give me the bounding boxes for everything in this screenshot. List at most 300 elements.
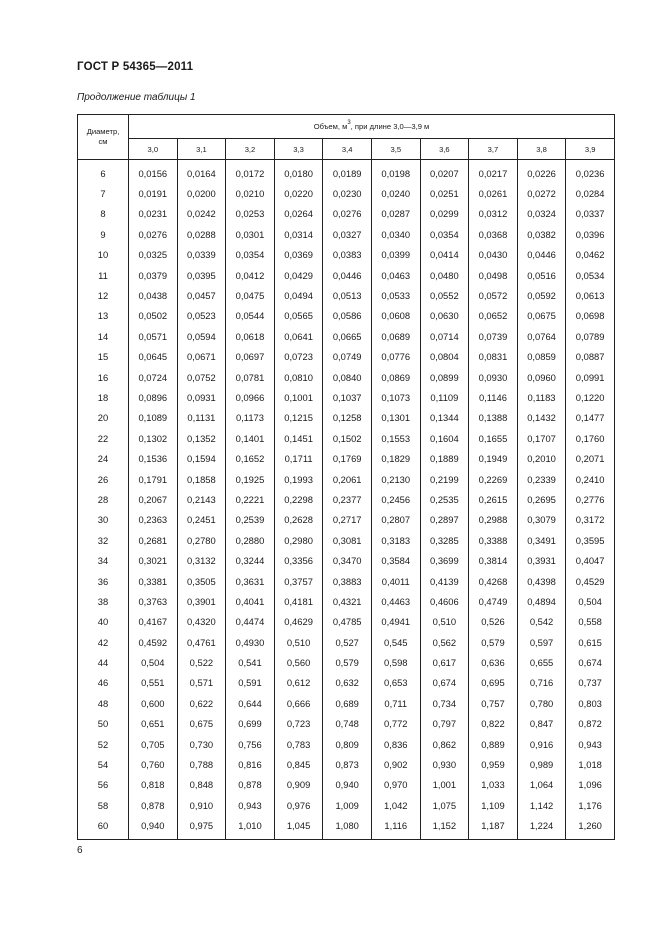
volume-cell: 0,780	[517, 693, 566, 713]
volume-cell: 0,666	[274, 693, 323, 713]
diameter-cell: 6	[78, 160, 129, 184]
volume-cell: 0,0301	[226, 224, 275, 244]
volume-cell: 0,4463	[371, 591, 420, 611]
volume-cell: 0,0242	[177, 204, 226, 224]
volume-cell: 0,3172	[566, 510, 615, 530]
volume-cell: 0,2269	[469, 469, 518, 489]
volume-cell: 0,737	[566, 673, 615, 693]
volume-cell: 0,3631	[226, 571, 275, 591]
volume-cell: 0,0284	[566, 183, 615, 203]
volume-cell: 0,1432	[517, 408, 566, 428]
volume-cell: 0,0210	[226, 183, 275, 203]
volume-cell: 0,0689	[371, 326, 420, 346]
volume-cell: 0,571	[177, 673, 226, 693]
volume-cell: 0,0475	[226, 285, 275, 305]
volume-cell: 0,695	[469, 673, 518, 693]
volume-cell: 0,0287	[371, 204, 420, 224]
volume-cell: 0,3021	[129, 550, 178, 570]
volume-cell: 0,818	[129, 775, 178, 795]
volume-cell: 0,1925	[226, 469, 275, 489]
volume-cell: 0,644	[226, 693, 275, 713]
volume-cell: 0,975	[177, 816, 226, 840]
volume-cell: 0,522	[177, 652, 226, 672]
volume-cell: 0,772	[371, 714, 420, 734]
diameter-cell: 9	[78, 224, 129, 244]
volume-cell: 1,075	[420, 795, 469, 815]
volume-cell: 0,1073	[371, 387, 420, 407]
volume-cell: 0,0354	[420, 224, 469, 244]
volume-cell: 0,3595	[566, 530, 615, 550]
volume-cell: 0,0840	[323, 367, 372, 387]
volume-cell: 0,541	[226, 652, 275, 672]
volume-cell: 0,612	[274, 673, 323, 693]
table-row	[78, 693, 615, 713]
volume-cell: 0,0723	[274, 347, 323, 367]
table-row	[78, 204, 615, 224]
volume-cell: 1,224	[517, 816, 566, 840]
table-row	[78, 673, 615, 693]
volume-cell: 0,3901	[177, 591, 226, 611]
diameter-cell: 56	[78, 775, 129, 795]
volume-cell: 0,2071	[566, 448, 615, 468]
volume-cell: 0,4749	[469, 591, 518, 611]
diameter-cell: 18	[78, 387, 129, 407]
diameter-cell: 16	[78, 367, 129, 387]
volume-cell: 0,2143	[177, 489, 226, 509]
table-row	[78, 652, 615, 672]
volume-cell: 0,1215	[274, 408, 323, 428]
volume-cell: 0,3244	[226, 550, 275, 570]
diameter-cell: 38	[78, 591, 129, 611]
volume-cell: 0,940	[323, 775, 372, 795]
volume-cell: 1,033	[469, 775, 518, 795]
diameter-cell: 10	[78, 245, 129, 265]
volume-cell: 0,4181	[274, 591, 323, 611]
diameter-cell: 12	[78, 285, 129, 305]
volume-cell: 0,0931	[177, 387, 226, 407]
volume-cell: 0,4139	[420, 571, 469, 591]
diameter-cell: 46	[78, 673, 129, 693]
volume-cell: 1,042	[371, 795, 420, 815]
volume-cell: 0,632	[323, 673, 372, 693]
table-row	[78, 306, 615, 326]
volume-cell: 0,4041	[226, 591, 275, 611]
volume-cell: 0,0571	[129, 326, 178, 346]
table-row	[78, 285, 615, 305]
volume-cell: 0,0276	[129, 224, 178, 244]
volume-cell: 0,0859	[517, 347, 566, 367]
volume-cell: 0,862	[420, 734, 469, 754]
volume-cell: 0,675	[177, 714, 226, 734]
volume-cell: 0,0513	[323, 285, 372, 305]
volume-cell: 0,1344	[420, 408, 469, 428]
volume-cell: 0,689	[323, 693, 372, 713]
table-row	[78, 714, 615, 734]
volume-cell: 0,943	[226, 795, 275, 815]
volume-cell: 0,0869	[371, 367, 420, 387]
volume-cell: 0,0251	[420, 183, 469, 203]
volume-cell: 0,622	[177, 693, 226, 713]
volume-cell: 0,3883	[323, 571, 372, 591]
volume-cell: 0,940	[129, 816, 178, 840]
volume-cell: 0,0804	[420, 347, 469, 367]
volume-cell: 0,2615	[469, 489, 518, 509]
diameter-cell: 36	[78, 571, 129, 591]
volume-cell: 0,2980	[274, 530, 323, 550]
volume-cell: 0,0399	[371, 245, 420, 265]
volume-cell: 0,615	[566, 632, 615, 652]
volume-cell: 0,0613	[566, 285, 615, 305]
volume-cell: 0,1604	[420, 428, 469, 448]
volume-cell: 0,0502	[129, 306, 178, 326]
volume-cell: 0,2807	[371, 510, 420, 530]
volume-group-header	[129, 115, 615, 139]
volume-cell: 0,2776	[566, 489, 615, 509]
volume-cell: 0,527	[323, 632, 372, 652]
volume-cell: 0,783	[274, 734, 323, 754]
volume-cell: 0,3381	[129, 571, 178, 591]
volume-cell: 0,2199	[420, 469, 469, 489]
volume-cell: 0,0618	[226, 326, 275, 346]
volume-cell: 0,1089	[129, 408, 178, 428]
volume-cell: 0,562	[420, 632, 469, 652]
volume-cell: 0,2681	[129, 530, 178, 550]
volume-header-prefix: Объем, м	[313, 122, 348, 131]
length-header-0: 3,0	[129, 139, 178, 160]
volume-cell: 0,0698	[566, 306, 615, 326]
volume-cell: 0,0414	[420, 245, 469, 265]
volume-cell: 0,4761	[177, 632, 226, 652]
volume-cell: 0,3285	[420, 530, 469, 550]
volume-cell: 0,0724	[129, 367, 178, 387]
volume-cell: 0,970	[371, 775, 420, 795]
volume-cell: 0,909	[274, 775, 323, 795]
volume-cell: 0,1858	[177, 469, 226, 489]
volume-cell: 0,2067	[129, 489, 178, 509]
volume-cell: 0,3763	[129, 591, 178, 611]
volume-cell: 0,788	[177, 754, 226, 774]
volume-cell: 0,3183	[371, 530, 420, 550]
volume-cell: 0,723	[274, 714, 323, 734]
table-row	[78, 612, 615, 632]
volume-cell: 0,2988	[469, 510, 518, 530]
volume-cell: 0,0764	[517, 326, 566, 346]
volume-cell: 0,1131	[177, 408, 226, 428]
volume-cell: 0,0312	[469, 204, 518, 224]
volume-cell: 0,4629	[274, 612, 323, 632]
volume-cell: 0,560	[274, 652, 323, 672]
volume-cell: 0,2130	[371, 469, 420, 489]
volume-cell: 0,0966	[226, 387, 275, 407]
volume-cell: 0,0339	[177, 245, 226, 265]
volume-cell: 0,3079	[517, 510, 566, 530]
diameter-cell: 26	[78, 469, 129, 489]
diameter-cell: 52	[78, 734, 129, 754]
volume-cell: 0,551	[129, 673, 178, 693]
volume-cell: 0,0172	[226, 160, 275, 184]
volume-cell: 0,734	[420, 693, 469, 713]
diameter-cell: 30	[78, 510, 129, 530]
table-row	[78, 469, 615, 489]
volume-cell: 0,878	[226, 775, 275, 795]
volume-cell: 0,0991	[566, 367, 615, 387]
volume-cell: 1,187	[469, 816, 518, 840]
volume-cell: 0,0189	[323, 160, 372, 184]
volume-cell: 0,2377	[323, 489, 372, 509]
volume-cell: 0,3491	[517, 530, 566, 550]
volume-cell: 0,542	[517, 612, 566, 632]
volume-cell: 0,4894	[517, 591, 566, 611]
volume-cell: 1,080	[323, 816, 372, 840]
volume-cell: 0,2539	[226, 510, 275, 530]
volume-cell: 0,1401	[226, 428, 275, 448]
volume-cell: 0,3081	[323, 530, 372, 550]
table-row	[78, 530, 615, 550]
table-body	[78, 160, 615, 840]
volume-cell: 0,4941	[371, 612, 420, 632]
diameter-cell: 60	[78, 816, 129, 840]
volume-cell: 0,3132	[177, 550, 226, 570]
volume-cell: 0,0340	[371, 224, 420, 244]
volume-cell: 0,816	[226, 754, 275, 774]
volume-cell: 0,3388	[469, 530, 518, 550]
volume-cell: 0,3356	[274, 550, 323, 570]
volume-cell: 0,674	[566, 652, 615, 672]
volume-cell: 0,0586	[323, 306, 372, 326]
volume-cell: 0,760	[129, 754, 178, 774]
volume-cell: 0,0714	[420, 326, 469, 346]
volume-cell: 0,0749	[323, 347, 372, 367]
volume-cell: 0,526	[469, 612, 518, 632]
table-row	[78, 367, 615, 387]
volume-cell: 0,579	[469, 632, 518, 652]
volume-cell: 0,0516	[517, 265, 566, 285]
volume-cell: 0,0430	[469, 245, 518, 265]
volume-cell: 0,0776	[371, 347, 420, 367]
volume-cell: 0,0630	[420, 306, 469, 326]
volume-cell: 0,976	[274, 795, 323, 815]
volume-cell: 0,510	[274, 632, 323, 652]
volume-cell: 0,1949	[469, 448, 518, 468]
volume-cell: 0,0896	[129, 387, 178, 407]
diameter-cell: 20	[78, 408, 129, 428]
volume-header-suffix: , при длине 3,0—3,9 м	[350, 122, 430, 131]
volume-cell: 0,2061	[323, 469, 372, 489]
table-row	[78, 550, 615, 570]
table-row	[78, 510, 615, 530]
volume-cell: 0,1594	[177, 448, 226, 468]
volume-cell: 0,0594	[177, 326, 226, 346]
volume-cell: 0,0354	[226, 245, 275, 265]
volume-cell: 0,0412	[226, 265, 275, 285]
volume-cell: 0,910	[177, 795, 226, 815]
diameter-cell: 48	[78, 693, 129, 713]
volume-cell: 0,0253	[226, 204, 275, 224]
volume-cell: 0,1760	[566, 428, 615, 448]
volume-cell: 0,748	[323, 714, 372, 734]
volume-cell: 0,889	[469, 734, 518, 754]
volume-cell: 0,848	[177, 775, 226, 795]
volume-cell: 0,0395	[177, 265, 226, 285]
diameter-cell: 15	[78, 347, 129, 367]
diameter-cell: 24	[78, 448, 129, 468]
volume-cell: 1,045	[274, 816, 323, 840]
volume-cell: 0,0498	[469, 265, 518, 285]
volume-cell: 0,878	[129, 795, 178, 815]
volume-cell: 0,600	[129, 693, 178, 713]
volume-cell: 0,0368	[469, 224, 518, 244]
volume-cell: 0,0236	[566, 160, 615, 184]
volume-table	[77, 114, 615, 840]
diameter-header-line2: см	[98, 137, 108, 146]
volume-cell: 0,1655	[469, 428, 518, 448]
volume-cell: 1,018	[566, 754, 615, 774]
diameter-cell: 7	[78, 183, 129, 203]
volume-cell: 0,1791	[129, 469, 178, 489]
volume-cell: 0,1220	[566, 387, 615, 407]
volume-cell: 0,730	[177, 734, 226, 754]
volume-cell: 0,1302	[129, 428, 178, 448]
volume-cell: 0,1146	[469, 387, 518, 407]
table-row	[78, 816, 615, 840]
volume-cell: 0,0665	[323, 326, 372, 346]
volume-cell: 0,699	[226, 714, 275, 734]
volume-cell: 0,2897	[420, 510, 469, 530]
volume-cell: 0,651	[129, 714, 178, 734]
volume-cell: 0,3505	[177, 571, 226, 591]
volume-cell: 0,0494	[274, 285, 323, 305]
volume-cell: 0,0675	[517, 306, 566, 326]
volume-cell: 0,0652	[469, 306, 518, 326]
volume-cell: 1,152	[420, 816, 469, 840]
diameter-cell: 32	[78, 530, 129, 550]
volume-cell: 0,1388	[469, 408, 518, 428]
volume-cell: 0,0156	[129, 160, 178, 184]
length-header-7: 3,7	[469, 139, 518, 160]
volume-cell: 0,0739	[469, 326, 518, 346]
volume-cell: 0,3814	[469, 550, 518, 570]
volume-cell: 0,0324	[517, 204, 566, 224]
length-header-4: 3,4	[323, 139, 372, 160]
volume-cell: 0,0887	[566, 347, 615, 367]
volume-cell: 0,1711	[274, 448, 323, 468]
volume-cell: 0,0960	[517, 367, 566, 387]
volume-cell: 0,504	[129, 652, 178, 672]
volume-cell: 1,142	[517, 795, 566, 815]
volume-cell: 0,2010	[517, 448, 566, 468]
volume-cell: 0,1707	[517, 428, 566, 448]
volume-cell: 0,0480	[420, 265, 469, 285]
table-row	[78, 408, 615, 428]
volume-cell: 0,0264	[274, 204, 323, 224]
volume-cell: 0,797	[420, 714, 469, 734]
header-row-lengths	[78, 139, 615, 160]
volume-cell: 0,2535	[420, 489, 469, 509]
volume-cell: 0,2339	[517, 469, 566, 489]
volume-cell: 0,3931	[517, 550, 566, 570]
length-header-2: 3,2	[226, 139, 275, 160]
volume-cell: 0,836	[371, 734, 420, 754]
volume-cell: 0,0572	[469, 285, 518, 305]
volume-cell: 0,2451	[177, 510, 226, 530]
volume-cell: 0,0382	[517, 224, 566, 244]
volume-cell: 0,617	[420, 652, 469, 672]
volume-cell: 0,1889	[420, 448, 469, 468]
volume-cell: 0,0592	[517, 285, 566, 305]
volume-cell: 0,558	[566, 612, 615, 632]
diameter-cell: 58	[78, 795, 129, 815]
volume-cell: 0,0457	[177, 285, 226, 305]
volume-cell: 0,873	[323, 754, 372, 774]
volume-cell: 0,756	[226, 734, 275, 754]
header-row-group	[78, 115, 615, 139]
volume-cell: 0,3757	[274, 571, 323, 591]
volume-cell: 0,0462	[566, 245, 615, 265]
volume-cell: 0,597	[517, 632, 566, 652]
volume-cell: 0,0565	[274, 306, 323, 326]
volume-cell: 1,109	[469, 795, 518, 815]
page-number: 6	[77, 845, 83, 856]
volume-cell: 0,4398	[517, 571, 566, 591]
volume-cell: 0,1502	[323, 428, 372, 448]
diameter-cell: 8	[78, 204, 129, 224]
volume-cell: 0,2410	[566, 469, 615, 489]
volume-cell: 0,872	[566, 714, 615, 734]
volume-cell: 0,845	[274, 754, 323, 774]
table-row	[78, 632, 615, 652]
volume-cell: 0,989	[517, 754, 566, 774]
volume-cell: 0,2695	[517, 489, 566, 509]
volume-cell: 0,0327	[323, 224, 372, 244]
volume-cell: 0,1301	[371, 408, 420, 428]
table-row	[78, 160, 615, 184]
table-row	[78, 795, 615, 815]
volume-cell: 0,2780	[177, 530, 226, 550]
volume-cell: 0,4606	[420, 591, 469, 611]
volume-cell: 0,0429	[274, 265, 323, 285]
volume-cell: 0,0272	[517, 183, 566, 203]
volume-cell: 0,0261	[469, 183, 518, 203]
volume-cell: 0,4268	[469, 571, 518, 591]
volume-cell: 0,0314	[274, 224, 323, 244]
volume-cell: 0,4320	[177, 612, 226, 632]
diameter-cell: 11	[78, 265, 129, 285]
diameter-cell: 13	[78, 306, 129, 326]
volume-cell: 1,001	[420, 775, 469, 795]
table-row	[78, 326, 615, 346]
volume-cell: 0,1109	[420, 387, 469, 407]
volume-cell: 0,3470	[323, 550, 372, 570]
volume-cell: 0,1352	[177, 428, 226, 448]
volume-cell: 0,4047	[566, 550, 615, 570]
volume-cell: 1,096	[566, 775, 615, 795]
volume-cell: 0,2298	[274, 489, 323, 509]
diameter-cell: 50	[78, 714, 129, 734]
volume-cell: 0,0191	[129, 183, 178, 203]
table-row	[78, 183, 615, 203]
volume-cell: 0,822	[469, 714, 518, 734]
volume-cell: 0,1477	[566, 408, 615, 428]
volume-cell: 0,847	[517, 714, 566, 734]
diameter-header	[78, 115, 129, 160]
volume-cell: 0,598	[371, 652, 420, 672]
table-row	[78, 347, 615, 367]
volume-cell: 0,4930	[226, 632, 275, 652]
volume-cell: 0,0198	[371, 160, 420, 184]
volume-cell: 0,545	[371, 632, 420, 652]
volume-cell: 0,0831	[469, 347, 518, 367]
volume-cell: 0,0697	[226, 347, 275, 367]
